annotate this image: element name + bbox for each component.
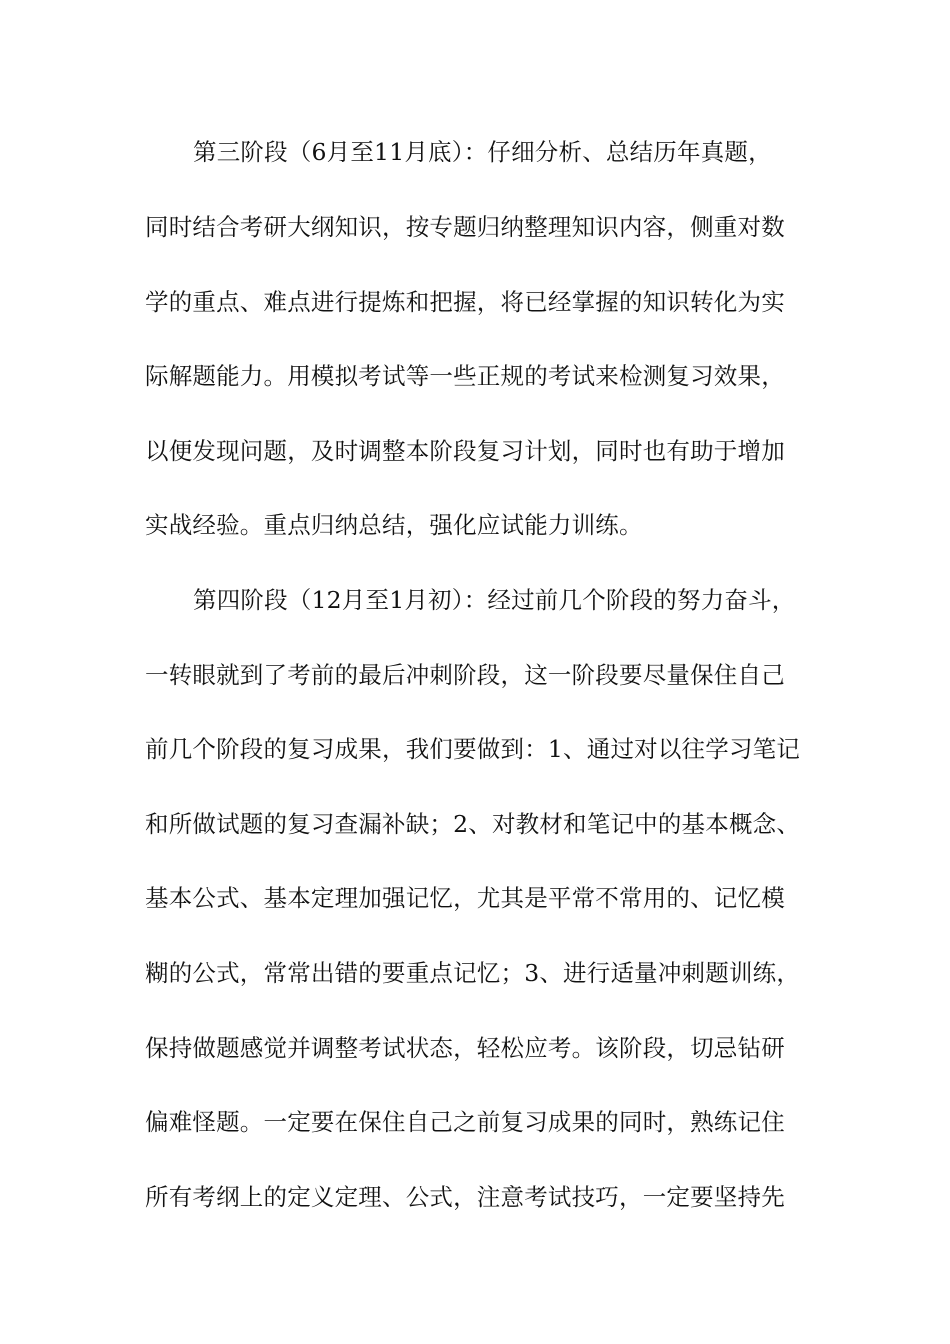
paragraph-1-line-5: 以便发现问题，及时调整本阶段复习计划，同时也有助于增加 <box>145 437 785 465</box>
paragraph-2-line-4: 和所做试题的复习查漏补缺；2、对教材和笔记中的基本概念、 <box>145 810 801 838</box>
paragraph-2-line-1: 第四阶段（12月至1月初）：经过前几个阶段的努力奋斗， <box>193 586 796 614</box>
paragraph-1-line-4: 际解题能力。用模拟考试等一些正规的考试来检测复习效果， <box>145 362 785 390</box>
paragraph-2-line-6: 糊的公式，常常出错的要重点记忆；3、进行适量冲刺题训练， <box>145 959 801 987</box>
paragraph-2-line-2: 一转眼就到了考前的最后冲刺阶段，这一阶段要尽量保住自己 <box>145 661 785 689</box>
paragraph-2-line-9: 所有考纲上的定义定理、公式，注意考试技巧，一定要坚持先 <box>145 1183 785 1211</box>
paragraph-2-line-7: 保持做题感觉并调整考试状态，轻松应考。该阶段，切忌钻研 <box>145 1034 785 1062</box>
paragraph-1-line-2: 同时结合考研大纲知识，按专题归纳整理知识内容，侧重对数 <box>145 213 785 241</box>
paragraph-1-line-6: 实战经验。重点归纳总结，强化应试能力训练。 <box>145 511 643 539</box>
paragraph-2-line-3: 前几个阶段的复习成果，我们要做到：1、通过对以往学习笔记 <box>145 735 801 763</box>
paragraph-2-line-8: 偏难怪题。一定要在保住自己之前复习成果的同时，熟练记住 <box>145 1108 785 1136</box>
paragraph-1-line-3: 学的重点、难点进行提炼和把握，将已经掌握的知识转化为实 <box>145 288 785 316</box>
paragraph-1-line-1: 第三阶段（6月至11月底）：仔细分析、总结历年真题， <box>193 138 772 166</box>
paragraph-2-line-5: 基本公式、基本定理加强记忆，尤其是平常不常用的、记忆模 <box>145 884 785 912</box>
